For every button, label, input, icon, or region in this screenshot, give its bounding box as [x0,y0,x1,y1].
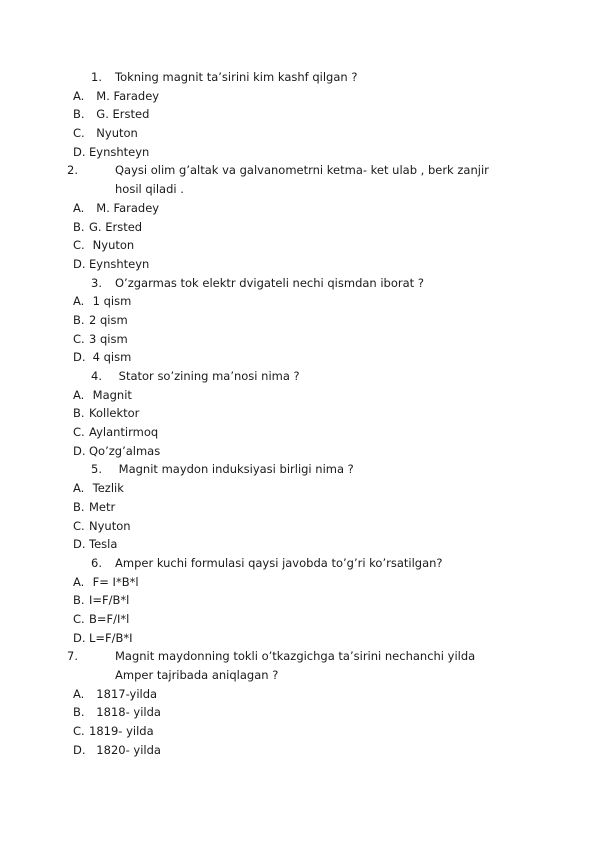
option-text: M. Faradey [89,200,160,215]
option-1b [0,105,595,124]
option-text: L=F/B*I [89,630,133,645]
question-text: Qaysi olim g’altak va galvanometrni ketma- ket ulab , berk zanjir hosil qiladi . [115,163,489,197]
option-text: 1817-yilda [89,686,158,701]
option-letter: D. [73,350,86,365]
option-letter: C. [73,425,85,440]
option-letter: A. [73,481,85,496]
option-letter: D. [73,742,86,757]
option-letter: C. [73,518,85,533]
option-text: M. Faradey [89,88,160,103]
question-text: Magnit maydonning tokli o’tkazgichga ta’sirini nechanchi yilda Amper tajribada aniqlagan ? [115,649,476,683]
option-letter: B. [73,312,85,327]
option-letter: A. [73,294,85,309]
option-text: 1820- yilda [89,742,161,757]
option-3d [0,348,595,367]
option-4d [0,442,595,461]
option-2b [0,218,595,237]
option-letter: B. [73,593,85,608]
option-letter: B. [73,219,85,234]
option-text: Magnit [89,387,132,402]
option-letter: D. [73,537,86,552]
question-number: 4. [91,369,102,384]
option-4a [0,386,595,405]
question-6 [0,554,595,573]
option-text: 1 qism [89,294,132,309]
option-text: F= I*B*l [89,574,139,589]
option-letter: C. [73,238,85,253]
option-text: 1819- yilda [89,724,154,739]
option-text: Nyuton [89,238,135,253]
question-number: 3. [91,275,102,290]
question-number: 6. [91,555,102,570]
option-text: Tesla [89,537,118,552]
option-text: B=F/I*l [89,611,130,626]
option-6b [0,591,595,610]
option-letter: D. [73,443,86,458]
option-text: 2 qism [89,312,128,327]
option-2d [0,255,595,274]
option-letter: C. [73,331,85,346]
question-number: 5. [91,462,102,477]
question-1 [0,68,595,87]
option-3a [0,292,595,311]
option-5d [0,535,595,554]
option-text: G. Ersted [89,219,143,234]
option-text: Nyuton [89,518,131,533]
option-text: 3 qism [89,331,128,346]
question-2 [0,161,595,198]
option-letter: B. [73,705,85,720]
question-text: Magnit maydon induksiyasi birligi nima ? [115,462,354,477]
option-7c [0,722,595,741]
option-3b [0,311,595,330]
question-number: 7. [67,649,78,664]
question-text: Stator so’zining ma’nosi nima ? [115,369,300,384]
option-text: Kollektor [89,406,140,421]
option-5a [0,479,595,498]
option-text: Nyuton [89,126,138,141]
option-letter: C. [73,126,85,141]
option-2c [0,236,595,255]
option-text: Metr [89,499,116,514]
option-1a [0,87,595,106]
option-text: I=F/B*l [89,593,130,608]
option-letter: D. [73,630,86,645]
option-letter: C. [73,611,85,626]
question-3 [0,274,595,293]
option-letter: D. [73,256,86,271]
question-7 [0,647,595,684]
option-text: Aylantirmoq [89,425,159,440]
option-4b [0,404,595,423]
question-text: O’zgarmas tok elektr dvigateli nechi qismdan iborat ? [115,275,424,290]
option-letter: B. [73,499,85,514]
question-number: 2. [67,163,78,178]
option-text: Eynshteyn [89,256,150,271]
option-letter: B. [73,406,85,421]
option-5c [0,517,595,536]
question-number: 1. [91,70,102,84]
option-2a [0,199,595,218]
option-text: Eynshteyn [89,144,150,159]
option-4c [0,423,595,442]
option-1c [0,124,595,143]
option-letter: A. [73,200,85,215]
option-letter: A. [73,686,85,701]
option-letter: C. [73,724,85,739]
question-text: Amper kuchi formulasi qaysi javobda to’g’ri ko’rsatilgan? [115,555,443,570]
option-letter: A. [73,88,85,103]
option-7a [0,685,595,704]
option-letter: A. [73,574,85,589]
option-text: Qo’zg’almas [89,443,161,458]
option-6c [0,610,595,629]
option-letter: D. [73,144,86,159]
option-6d [0,629,595,648]
option-text: G. Ersted [89,107,150,122]
option-text: 1818- yilda [89,705,161,720]
option-3c [0,330,595,349]
option-1d [0,143,595,162]
question-text: Tokning magnit ta’sirini kim kashf qilgan ? [115,70,358,84]
option-6a [0,573,595,592]
question-5 [0,460,595,479]
option-letter: A. [73,387,85,402]
option-text: Tezlik [89,481,124,496]
option-7b [0,703,595,722]
option-letter: B. [73,107,85,122]
option-7d [0,741,595,760]
option-5b [0,498,595,517]
option-text: 4 qism [89,350,132,365]
question-4 [0,367,595,386]
quiz-document [0,68,595,760]
